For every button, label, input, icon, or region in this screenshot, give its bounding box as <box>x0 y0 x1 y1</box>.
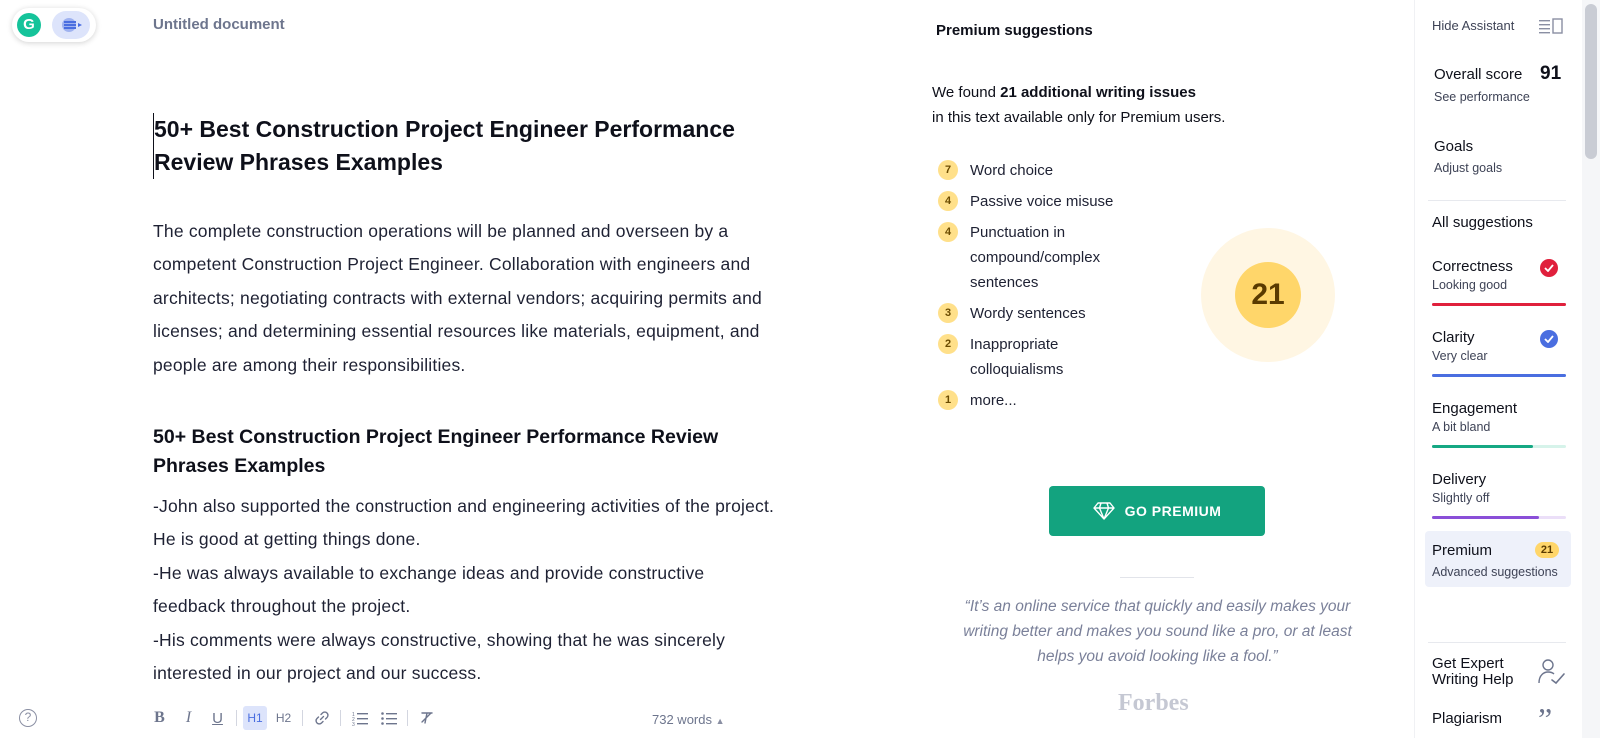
link-icon <box>314 710 330 726</box>
found-suffix: in this text available only for Premium users. <box>932 109 1226 126</box>
category-bar-fill <box>1432 445 1533 448</box>
category-bar <box>1432 374 1566 377</box>
assistant-sidebar <box>1414 0 1572 738</box>
sidebar-divider <box>1428 642 1566 643</box>
issue-item <box>938 160 1158 183</box>
category-status: Very clear <box>1432 349 1488 363</box>
check-icon <box>1540 330 1558 348</box>
found-count: 21 additional writing issues <box>1000 84 1196 101</box>
issue-item <box>938 334 1158 382</box>
hide-assistant-button[interactable]: Hide Assistant <box>1432 18 1515 33</box>
issue-count: 4 <box>938 191 958 211</box>
menu-icon <box>61 17 83 33</box>
issue-item <box>938 222 1158 295</box>
document-title[interactable]: Untitled document <box>153 16 285 33</box>
issue-label: Wordy sentences <box>970 305 1086 322</box>
category-status: Looking good <box>1432 278 1508 292</box>
premium-issue-total: 21 <box>1235 262 1301 328</box>
premium-found-text <box>932 80 1225 130</box>
category-bar <box>1432 445 1566 448</box>
svg-text:2: 2 <box>351 717 355 723</box>
underline-button[interactable]: U <box>212 709 223 727</box>
category-bar <box>1432 516 1566 519</box>
category-bar-fill <box>1432 374 1566 377</box>
toolbar-divider <box>407 710 408 726</box>
premium-issue-list <box>938 160 1158 421</box>
issue-count: 1 <box>938 390 958 410</box>
grammarly-widget <box>12 8 96 42</box>
go-premium-label: GO PREMIUM <box>1124 503 1222 519</box>
heading-2[interactable]: 50+ Best Construction Project Engineer Performance Review Phrases Examples <box>153 426 719 477</box>
grammarly-logo-icon[interactable]: G <box>17 13 41 37</box>
premium-tile-name: Premium <box>1432 542 1493 559</box>
category-bar <box>1432 303 1566 306</box>
goals-label[interactable]: Goals <box>1434 138 1474 155</box>
issue-label: Punctuation in compound/complex sentences <box>970 224 1101 291</box>
category-status: Slightly off <box>1432 491 1490 505</box>
ordered-list-button[interactable] <box>345 706 374 730</box>
clear-format-icon <box>419 710 435 726</box>
svg-text:1: 1 <box>351 712 355 718</box>
category-bar-fill <box>1432 516 1539 519</box>
issue-count: 4 <box>938 222 958 242</box>
overall-score-value: 91 <box>1540 63 1562 84</box>
overall-score-label[interactable]: Overall score <box>1434 66 1523 83</box>
issue-count: 7 <box>938 160 958 180</box>
phrase-line[interactable]: -His comments were always constructive, showing that he was sincerely interested in our project and our success. <box>153 629 726 684</box>
format-toolbar <box>145 706 441 730</box>
quote-icon[interactable]: ” <box>1538 701 1553 737</box>
expert-help-button[interactable]: Get Expert Writing Help <box>1432 655 1514 688</box>
hide-assistant-icon[interactable] <box>1539 18 1563 39</box>
category-name: Clarity <box>1432 329 1475 346</box>
category-bar-fill <box>1432 303 1566 306</box>
heading-1[interactable]: 50+ Best Construction Project Engineer Performance Review Phrases Examples <box>153 113 778 179</box>
see-performance-link[interactable]: See performance <box>1434 90 1530 104</box>
word-count[interactable] <box>652 712 725 727</box>
premium-panel-title: Premium suggestions <box>936 22 1093 39</box>
check-icon <box>1540 259 1558 277</box>
help-icon[interactable]: ? <box>19 709 37 727</box>
issue-count: 3 <box>938 303 958 323</box>
forbes-logo: Forbes <box>1118 690 1189 716</box>
category-name: Engagement <box>1432 400 1518 417</box>
more-link[interactable]: more... <box>970 392 1017 409</box>
category-engagement[interactable] <box>1432 400 1566 434</box>
testimonial-quote: “It’s an online service that quickly and easily makes your writing better and makes you sound like a pro, or at least helps you avoid looking like a fool.” <box>963 598 1352 665</box>
phrase-line[interactable]: -He was always available to exchange ideas and provide constructive feedback throughout the project. <box>153 562 705 617</box>
quote-divider <box>1120 577 1194 578</box>
editor-content[interactable] <box>153 113 778 685</box>
category-correctness[interactable] <box>1432 258 1566 292</box>
italic-button[interactable]: I <box>185 709 192 726</box>
go-premium-button[interactable] <box>1049 486 1265 536</box>
expert-person-icon[interactable] <box>1536 656 1566 691</box>
category-clarity[interactable] <box>1432 329 1566 363</box>
category-name: Delivery <box>1432 471 1487 488</box>
issue-label: Inappropriate colloquialisms <box>970 336 1064 378</box>
premium-count-badge: 21 <box>1535 542 1559 558</box>
category-name: Correctness <box>1432 258 1513 275</box>
heading2-button[interactable]: H2 <box>275 711 292 725</box>
toolbar-divider <box>302 710 303 726</box>
premium-tile[interactable] <box>1425 531 1571 587</box>
category-status: A bit bland <box>1432 420 1491 434</box>
all-suggestions-tab[interactable]: All suggestions <box>1432 214 1533 231</box>
svg-text:3: 3 <box>351 722 355 726</box>
phrase-line[interactable]: -John also supported the construction and engineering activities of the project. He is good at getting things done. <box>153 496 775 550</box>
scrollbar-thumb[interactable] <box>1585 4 1597 159</box>
intro-paragraph[interactable]: The complete construction operations will be planned and overseen by a competent Construction Project Engineer. Collaboration with engineers and architects; negotiating contracts with external vendors; acquiring permits and licenses; and determining essential resources like materials, equipment, and people are among their responsibilities. <box>153 221 762 375</box>
link-button[interactable] <box>307 706 336 730</box>
diamond-icon <box>1093 502 1115 520</box>
clear-format-button[interactable] <box>412 706 441 730</box>
issue-label: Word choice <box>970 162 1054 179</box>
issue-count: 2 <box>938 334 958 354</box>
issue-item <box>938 303 1158 326</box>
category-delivery[interactable] <box>1432 471 1566 505</box>
menu-toggle-button[interactable] <box>52 11 90 39</box>
issue-item[interactable] <box>938 390 1158 413</box>
issue-label: Passive voice misuse <box>970 193 1114 210</box>
issue-item <box>938 191 1158 214</box>
found-prefix: We found <box>932 84 1001 101</box>
toolbar-divider <box>340 710 341 726</box>
premium-tile-sub: Advanced suggestions <box>1432 565 1558 579</box>
bold-button[interactable]: B <box>154 709 165 726</box>
plagiarism-button[interactable]: Plagiarism <box>1432 710 1503 727</box>
ordered-list-icon <box>352 710 368 726</box>
bulleted-list-icon <box>381 710 397 726</box>
caret-up-icon: ▲ <box>715 716 725 726</box>
sidebar-divider <box>1428 200 1566 201</box>
toolbar-divider <box>236 710 237 726</box>
word-count-label: 732 words <box>652 712 712 727</box>
heading1-button[interactable]: H1 <box>243 706 267 730</box>
bulleted-list-button[interactable] <box>374 706 403 730</box>
adjust-goals-link[interactable]: Adjust goals <box>1434 161 1503 175</box>
